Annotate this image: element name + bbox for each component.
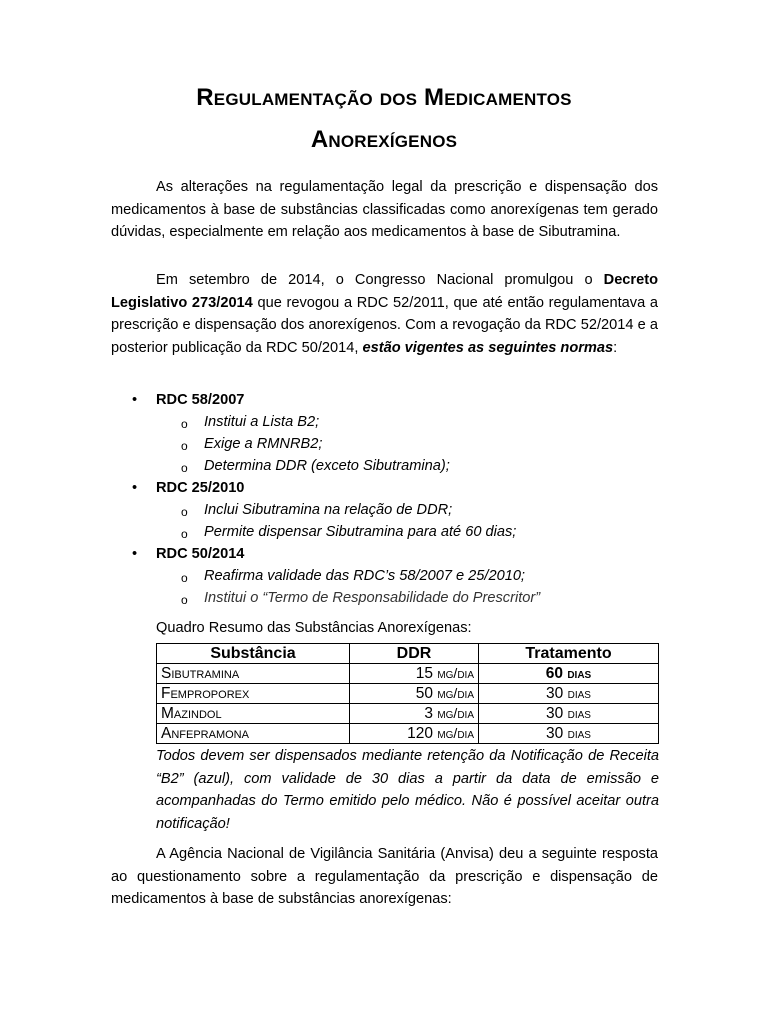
norm-subitem-text: Reafirma validade das RDC’s 58/2007 e 25/2010; — [204, 568, 525, 584]
norm-subitem — [156, 587, 671, 609]
summary-label: Quadro Resumo das Substâncias Anorexígenas: — [156, 620, 472, 636]
norm-item — [111, 389, 671, 477]
ddr-value: 120 — [407, 725, 434, 742]
norms-emphasis: estão vigentes as seguintes normas — [362, 339, 614, 356]
ddr-unit: mg/dia — [437, 685, 474, 701]
treatment-unit: dias — [567, 725, 591, 741]
decree-paragraph — [111, 269, 658, 359]
circle-bullet-icon: o — [181, 417, 188, 431]
table-row — [157, 684, 659, 704]
ddr-unit: mg/dia — [437, 705, 474, 721]
norm-subitem-text: Institui o “Termo de Responsabilidade do Prescritor” — [204, 590, 541, 606]
table-header-row — [157, 644, 659, 664]
intro-paragraph — [111, 176, 658, 244]
norm-subitem-text: Institui a Lista B2; — [204, 414, 320, 430]
treatment-cell — [479, 704, 659, 724]
table-row — [157, 664, 659, 684]
treatment-cell — [479, 724, 659, 744]
header-substance: Substância — [157, 644, 350, 664]
substance-cell: Sibutramina — [157, 664, 350, 684]
norm-item — [111, 477, 671, 543]
norm-subitem — [156, 565, 671, 587]
substance-cell: Mazindol — [157, 704, 350, 724]
norm-sublist — [156, 499, 671, 543]
circle-bullet-icon: o — [181, 571, 188, 585]
ddr-value: 15 — [415, 665, 434, 682]
substance-cell: Femproporex — [157, 684, 350, 704]
bullet-icon: • — [132, 480, 138, 496]
treatment-unit: dias — [567, 685, 591, 701]
treatment-value: 60 — [545, 665, 564, 682]
treatment-value: 30 — [546, 685, 564, 702]
norms-list — [111, 389, 671, 609]
norm-name: RDC 58/2007 — [156, 392, 245, 408]
header-treatment: Tratamento — [479, 644, 659, 664]
norm-subitem-text: Inclui Sibutramina na relação de DDR; — [204, 502, 453, 518]
circle-bullet-icon: o — [181, 527, 188, 541]
treatment-value: 30 — [546, 705, 564, 722]
norm-subitem — [156, 433, 671, 455]
ddr-unit: mg/dia — [437, 665, 474, 681]
paragraph-2-text-a: Em setembro de 2014, o Congresso Nacional promulgou o — [156, 272, 604, 288]
paragraph-3: A Agência Nacional de Vigilância Sanitária (Anvisa) deu a seguinte resposta ao questionamento sobre a regulamentação da prescrição e dispensação de medicamentos à base de substâncias anorexígenas: — [111, 846, 658, 907]
title-line-1: Regulamentação dos Medicamentos — [196, 84, 572, 111]
norm-subitem — [156, 455, 671, 477]
ddr-cell — [350, 664, 479, 684]
circle-bullet-icon: o — [181, 461, 188, 475]
decree-name: Decreto Legislativo 273/2014 — [111, 272, 658, 311]
substances-table — [156, 643, 659, 744]
ddr-cell — [350, 724, 479, 744]
norm-sublist — [156, 411, 671, 477]
norm-subitem — [156, 411, 671, 433]
paragraph-2-text-b: que revogou a RDC 52/2011, que até então regulamentava a prescrição e dispensação dos anorexígenos. Com a revogação da RDC 52/2014 e a posterior publicação da RDC 50/2014, — [111, 294, 659, 356]
norm-subitem — [156, 521, 671, 543]
title-line-2: Anorexígenos — [310, 126, 458, 153]
table-row — [157, 704, 659, 724]
paragraph-1: As alterações na regulamentação legal da prescrição e dispensação dos medicamentos à base de substâncias classificadas como anorexígenas tem gerado dúvidas, especialmente em relação aos medicamentos à base de Sibutramina. — [111, 179, 658, 240]
norm-subitem — [156, 499, 671, 521]
substance-cell: Anfepramona — [157, 724, 350, 744]
circle-bullet-icon: o — [181, 505, 188, 519]
treatment-cell — [479, 664, 659, 684]
ddr-unit: mg/dia — [437, 725, 474, 741]
anvisa-paragraph — [111, 843, 658, 911]
circle-bullet-icon: o — [181, 593, 188, 607]
norm-name: RDC 50/2014 — [156, 546, 245, 562]
bullet-icon: • — [132, 546, 138, 562]
treatment-value: 30 — [546, 725, 564, 742]
paragraph-2 — [111, 269, 658, 359]
ddr-value: 3 — [424, 705, 434, 722]
norm-sublist — [156, 565, 671, 609]
table-row — [157, 724, 659, 744]
treatment-unit: dias — [567, 665, 592, 681]
ddr-value: 50 — [415, 685, 434, 702]
ddr-cell — [350, 704, 479, 724]
table-note: Todos devem ser dispensados mediante retenção da Notificação de Receita “B2” (azul), com validade de 30 dias a partir da data de emissão e acompanhadas do Termo emitido pelo médico. Não é possível aceitar outra notificação! — [156, 748, 659, 832]
header-ddr: DDR — [350, 644, 479, 664]
ddr-cell — [350, 684, 479, 704]
circle-bullet-icon: o — [181, 439, 188, 453]
norm-name: RDC 25/2010 — [156, 480, 245, 496]
norm-subitem-text: Exige a RMNRB2; — [204, 436, 323, 452]
norm-subitem-text: Permite dispensar Sibutramina para até 60 dias; — [204, 524, 517, 540]
norm-item — [111, 543, 671, 609]
treatment-unit: dias — [567, 705, 591, 721]
treatment-cell — [479, 684, 659, 704]
paragraph-2-text-c: : — [613, 339, 618, 356]
bullet-icon: • — [132, 392, 138, 408]
norm-subitem-text: Determina DDR (exceto Sibutramina); — [204, 458, 450, 474]
